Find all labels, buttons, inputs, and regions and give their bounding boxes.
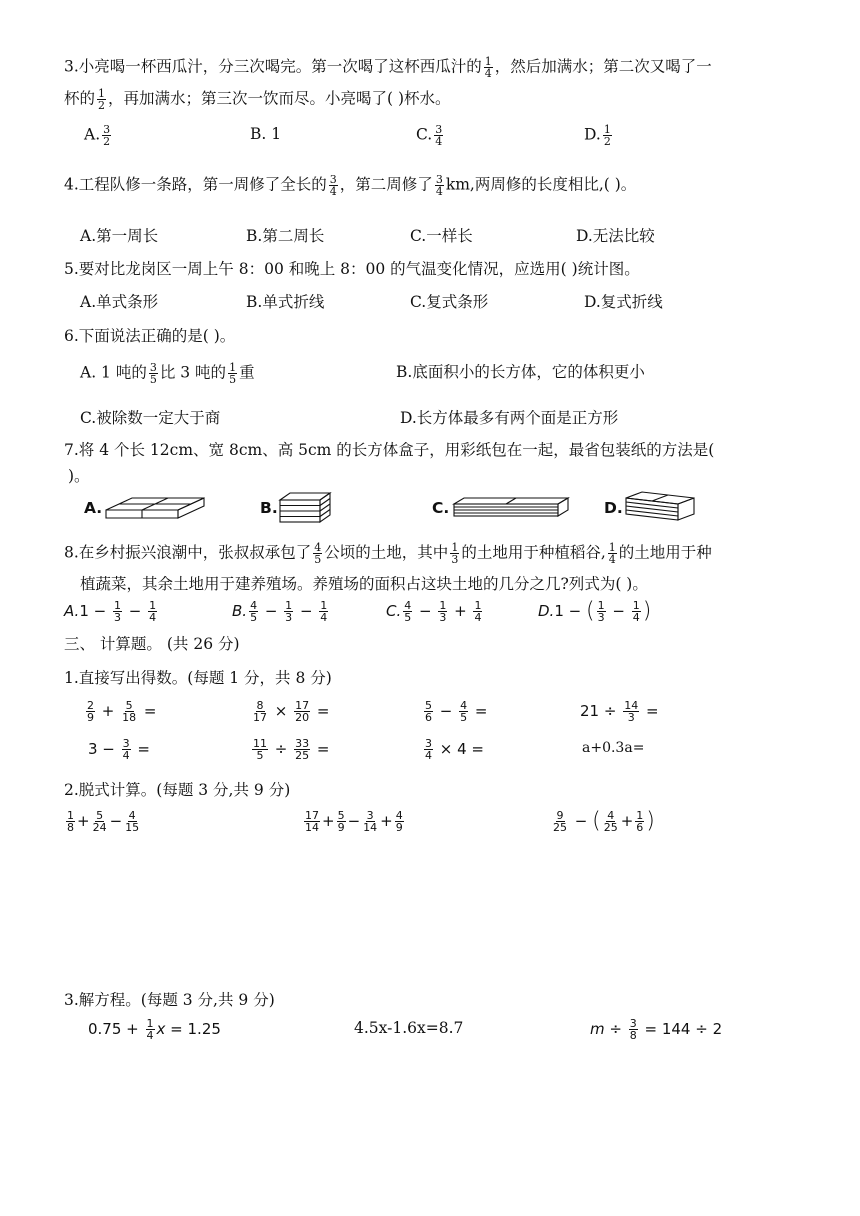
q7-line1: 7.将 4 个长 12cm、宽 8cm、高 5cm 的长方体盒子，用彩纸包在一起，最省包装纸的方法是( [64, 441, 715, 459]
q3-option-a: A. $\frac{3}{2}$ [84, 123, 111, 148]
calc3-equation: 4.5x-1.6x=8.7 [354, 1019, 464, 1037]
calc3-equation: m ÷ $\frac{3}{8}$ = 144 ÷ 2 [590, 1017, 723, 1042]
fraction: $\frac{1}{4}$ [484, 55, 492, 80]
q5-option-d: D.复式折线 [584, 293, 663, 311]
q3-line1: 3.小亮喝一杯西瓜汁，分三次喝完。第一次喝了这杯西瓜汁的 $\frac{1}{4}$ ，然后加满水；第二次又喝了一 [64, 55, 712, 80]
q7-option-b: B. [260, 499, 278, 517]
q7-line2: )。 [68, 467, 90, 485]
q4-option-b: B.第二周长 [246, 227, 325, 245]
q3-option-c: C. $\frac{3}{4}$ [416, 123, 443, 148]
q4-option-d: D.无法比较 [576, 227, 655, 245]
calc3-equation: 0.75 + $\frac{1}{4}$ x = 1.25 [88, 1017, 221, 1042]
q7-option-a: A. [84, 499, 103, 517]
q8-option-b: B. $\frac{4}{5}$ − $\frac{1}{3}$ − $\frac{1}{4}$ [232, 599, 328, 624]
calc1-item: $\frac{5}{6}$ − $\frac{4}{5}$ = [425, 699, 488, 724]
q5-option-a: A.单式条形 [80, 293, 159, 311]
fraction: $\frac{1}{2}$ [98, 87, 106, 112]
q3-option-d: D. $\frac{1}{2}$ [584, 123, 611, 148]
q6-option-a: A. 1 吨的 $\frac{3}{5}$ 比 3 吨的 $\frac{1}{5}$ 重 [80, 361, 255, 386]
q4-option-a: A.第一周长 [80, 227, 159, 245]
calc2-title: 2.脱式计算。(每题 3 分,共 9 分) [64, 781, 291, 799]
q6-option-b: B.底面积小的长方体，它的体积更小 [396, 363, 645, 381]
box-arrangement-d-icon [624, 490, 696, 524]
box-arrangement-c-icon [452, 494, 572, 520]
q8-line2: 植蔬菜，其余土地用于建养殖场。养殖场的面积占这块土地的几分之几?列式为( )。 [80, 575, 648, 593]
calc3-title: 3.解方程。(每题 3 分,共 9 分) [64, 991, 275, 1009]
q8-option-a: A.1 − $\frac{1}{3}$ − $\frac{1}{4}$ [64, 599, 157, 624]
q6-text: 6.下面说法正确的是( )。 [64, 327, 236, 345]
q6-option-c: C.被除数一定大于商 [80, 409, 221, 427]
q7-option-c: C. [432, 499, 450, 517]
q3-line2: 杯的 $\frac{1}{2}$ ，再加满水；第三次一饮而尽。小亮喝了( )杯水。 [64, 87, 451, 112]
q8-line1: 8.在乡村振兴浪潮中，张叔叔承包了 $\frac{4}{5}$ 公顷的土地，其中 $\frac{1}{3}$ 的土地用于种植稻谷, $\frac{1}{4}$ 的土地用于种 [64, 541, 712, 566]
calc2-item: $\frac{17}{14}$ + $\frac{5}{9}$ − $\frac{3}{14}$ + $\frac{4}{9}$ [305, 809, 403, 834]
q5-option-c: C.复式条形 [410, 293, 489, 311]
q4-text: 4.工程队修一条路，第一周修了全长的 $\frac{3}{4}$ ，第二周修了 $\frac{3}{4}$ km,两周修的长度相比,( )。 [64, 173, 637, 198]
box-arrangement-a-icon [104, 492, 208, 522]
q8-option-c: C. $\frac{4}{5}$ − $\frac{1}{3}$ + $\frac{1}{4}$ [386, 599, 482, 624]
calc2-item: $\frac{9}{25}$ − ( $\frac{4}{25}$ + $\frac{1}{6}$ ) [553, 808, 655, 834]
q4-option-c: C.一样长 [410, 227, 473, 245]
calc1-item: $\frac{3}{4}$ × 4 = [425, 737, 484, 762]
q8-option-d: D.1 − ( $\frac{1}{3}$ − $\frac{1}{4}$ ) [538, 598, 652, 624]
calc1-item: $\frac{8}{17}$ × $\frac{17}{20}$ = [253, 699, 330, 724]
q6-option-d: D.长方体最多有两个面是正方形 [400, 409, 619, 427]
box-arrangement-b-icon [278, 490, 334, 524]
q5-option-b: B.单式折线 [246, 293, 325, 311]
calc1-item: 21 ÷ $\frac{14}{3}$ = [580, 699, 659, 724]
q5-text: 5.要对比龙岗区一周上午 8：00 和晚上 8：00 的气温变化情况，应选用( )统计图。 [64, 260, 640, 278]
calc2-item: $\frac{1}{8}$ + $\frac{5}{24}$ − $\frac{4}{15}$ [67, 809, 140, 834]
section-three-title: 三、 计算题。 (共 26 分) [64, 635, 240, 653]
calc1-item: $\frac{11}{5}$ ÷ $\frac{33}{25}$ = [253, 737, 330, 762]
q7-option-d: D. [604, 499, 623, 517]
calc1-item: $\frac{2}{9}$ + $\frac{5}{18}$ = [87, 699, 157, 724]
calc1-title: 1.直接写出得数。(每题 1 分，共 8 分) [64, 669, 332, 687]
q3-option-b: B. 1 [250, 125, 282, 143]
calc1-item: a+0.3a= [582, 740, 645, 756]
calc1-item: 3 − $\frac{3}{4}$ = [88, 737, 150, 762]
